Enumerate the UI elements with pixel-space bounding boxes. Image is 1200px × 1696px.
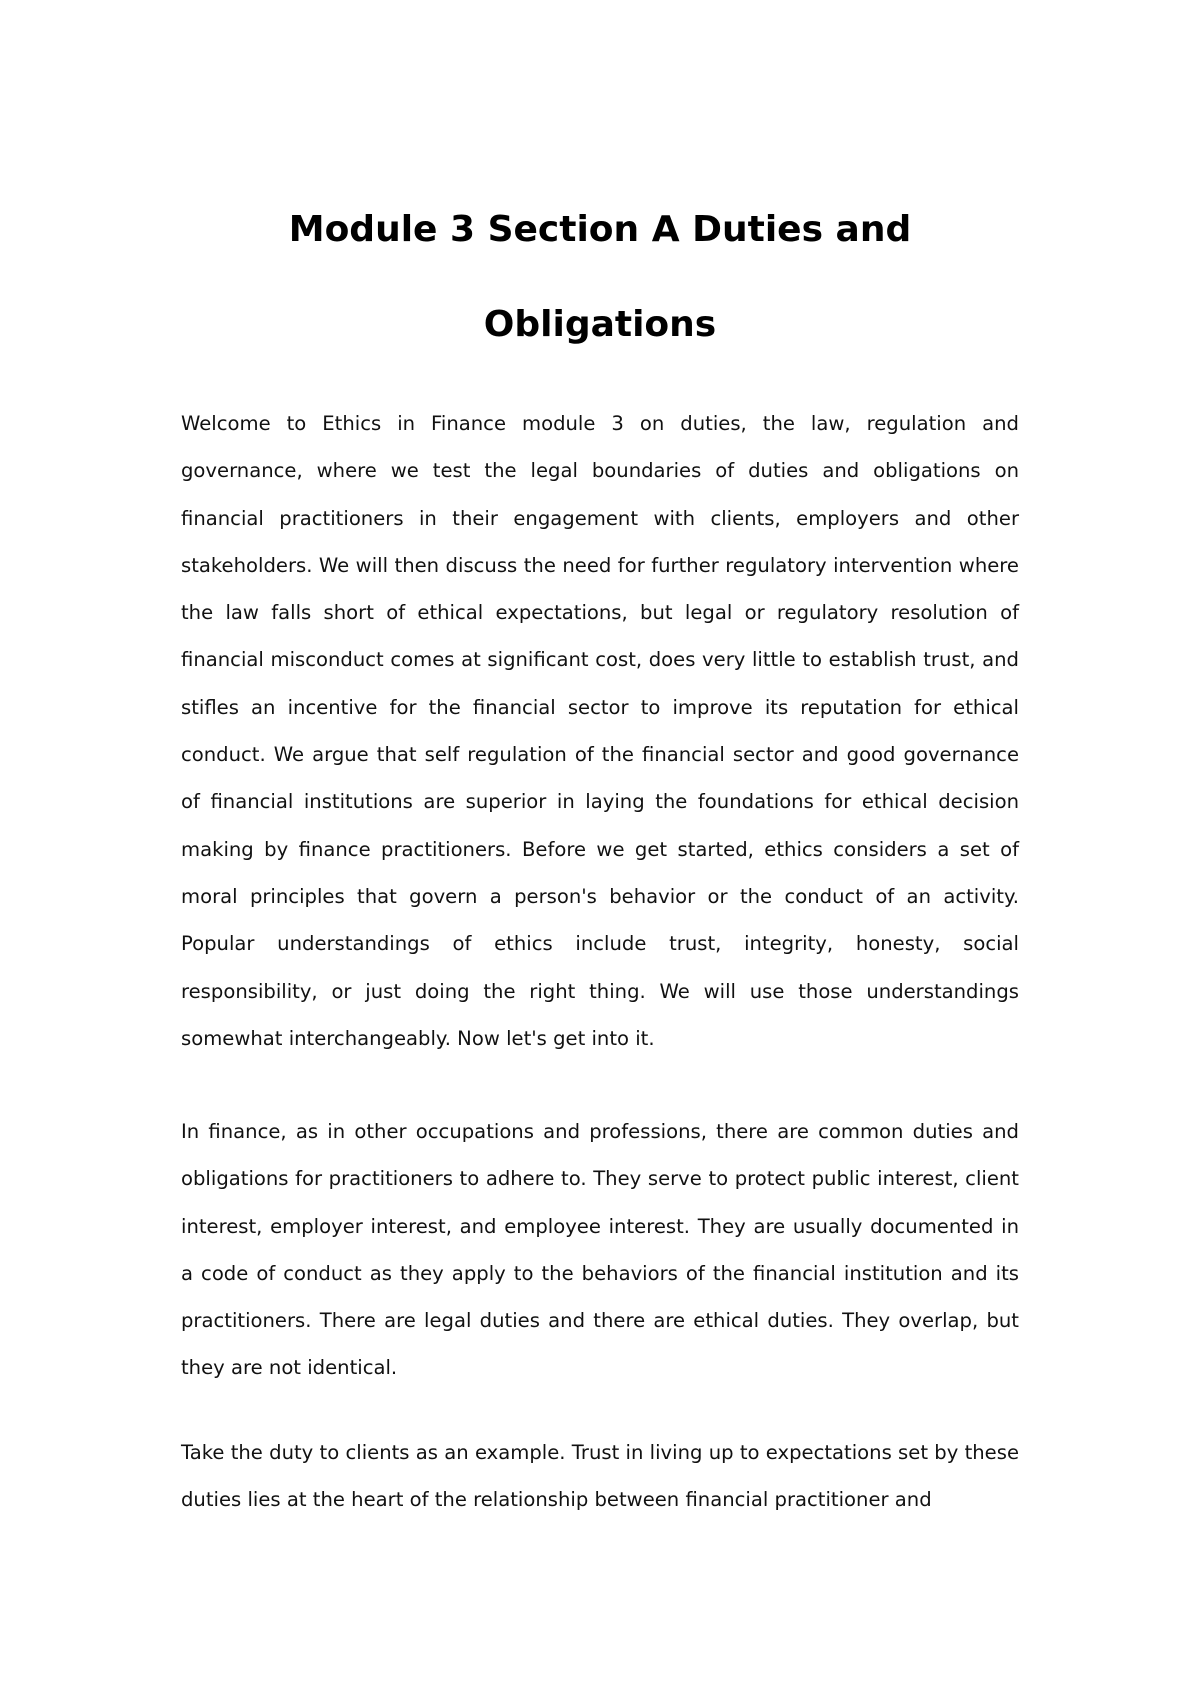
paragraph-duty-to-clients: Take the duty to clients as an example. Trust in living up to expectations set by these duties lies at the heart of the relationship between financial practitioner and bbox=[181, 1441, 1019, 1512]
paragraph-common-duties: In finance, as in other occupations and professions, there are common duties and obligations for practitioners to adhere to. They serve to protect public interest, client interest, employer interest, and employee interest. They are usually documented in a code of conduct as they apply to the behaviors of the financial institution and its practitioners. There are legal duties and there are ethical duties. They overlap, but they are not identical. bbox=[181, 1120, 1019, 1380]
paragraph-introduction: Welcome to Ethics in Finance module 3 on duties, the law, regulation and governance, where we test the legal boundaries of duties and obligations on financial practitioners in their engagement with clients, employers and other stakeholders. We will then discuss the need for further regulatory intervention where the law falls short of ethical expectations, but legal or regulatory resolution of financial misconduct comes at significant cost, does very little to establish trust, and stifles an incentive for the financial sector to improve its reputation for ethical conduct. We argue that self regulation of the financial sector and good governance of financial institutions are superior in laying the foundations for ethical decision making by finance practitioners. Before we get started, ethics considers a set of moral principles that govern a person's behavior or the conduct of an activity. Popular understandings of ethics include trust, integrity, honesty, social responsibility, or just doing the right thing. We will use those understandings somewhat interchangeably. Now let's get into it. bbox=[181, 412, 1019, 1050]
document-title: Module 3 Section A Duties and Obligations bbox=[288, 209, 912, 345]
